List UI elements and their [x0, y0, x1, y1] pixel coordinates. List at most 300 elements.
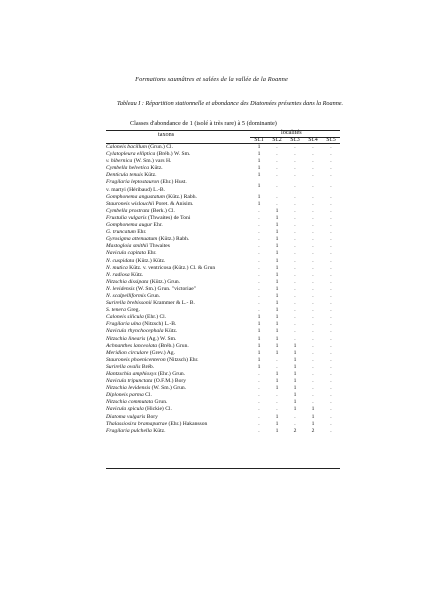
taxon-name	[106, 250, 256, 257]
abundance-cell-st5: .	[330, 427, 332, 434]
taxon-author: Cl.	[143, 392, 152, 399]
abundance-cell-st3: .	[294, 300, 296, 307]
taxon-name	[106, 272, 256, 279]
abundance-cell-st3: .	[294, 285, 296, 292]
taxon-species: Nitzschia linearis	[106, 335, 146, 342]
abundance-cell-st1: 1	[257, 182, 261, 189]
table-row	[0, 414, 423, 421]
taxon-species: Surirella brebissonii	[106, 300, 152, 307]
taxon-species: Nitzschia dissipata	[106, 278, 149, 285]
abundance-cell-st2: .	[276, 363, 278, 370]
table-row	[0, 165, 423, 172]
abundance-cell-st5: .	[330, 271, 332, 278]
taxon-name	[106, 421, 256, 428]
abundance-cell-st4: .	[312, 363, 314, 370]
abundance-cell-st4: .	[312, 158, 314, 165]
table-row	[0, 336, 423, 343]
taxon-species: Navicula tripunctata	[106, 378, 153, 385]
abundance-cell-st2: 1	[275, 349, 279, 356]
abundance-cell-st4: .	[312, 236, 314, 243]
taxon-line	[106, 279, 180, 285]
abundance-cell-st3: .	[294, 335, 296, 342]
taxon-name	[106, 215, 256, 222]
taxon-author: Kütz.	[151, 427, 166, 434]
taxon-line	[106, 250, 157, 256]
abundance-cell-st3: 2	[293, 427, 297, 434]
taxon-name	[106, 300, 256, 307]
taxon-name	[106, 428, 256, 435]
abundance-cell-st5: .	[330, 285, 332, 292]
table-row	[0, 158, 423, 165]
taxon-name	[106, 364, 256, 371]
taxon-line	[106, 222, 163, 228]
taxon-line	[106, 165, 163, 171]
abundance-cell-st2: 1	[275, 328, 279, 335]
taxon-author: (Nitzsch) L.-B.	[140, 321, 177, 328]
taxa-column-header: taxons	[158, 131, 175, 138]
abundance-cell-st1: .	[258, 236, 260, 243]
taxon-author: (Kütz.) Grun.	[148, 278, 181, 285]
taxon-line	[106, 258, 165, 264]
abundance-cell-st2: 1	[275, 335, 279, 342]
taxon-author: (Grun.) Cl.	[146, 144, 173, 150]
abundance-cell-st3: 1	[293, 342, 297, 349]
abundance-cell-st1: .	[258, 271, 260, 278]
table-row	[0, 314, 423, 321]
taxon-species: Frustulia vulgaris	[106, 214, 147, 221]
abundance-cell-st5: .	[330, 172, 332, 179]
abundance-cell-st1: 1	[257, 200, 261, 207]
abundance-cell-st2: .	[276, 144, 278, 150]
abundance-cell-st2: 1	[275, 271, 279, 278]
abundance-cell-st3: .	[294, 182, 296, 189]
abundance-cell-st4: .	[312, 207, 314, 214]
abundance-cell-st1: 1	[257, 144, 261, 150]
abundance-cell-st5: .	[330, 193, 332, 200]
abundance-cell-st3: .	[294, 165, 296, 172]
abundance-cell-st3: .	[294, 158, 296, 165]
taxon-author: (Kütz.) Kütz.	[134, 257, 166, 264]
abundance-cell-st2: 1	[275, 342, 279, 349]
table-caption: Tableau I : Répartition stationnelle et abondance des Diatomées présentes dans la Roanne.	[117, 100, 344, 107]
abundance-cell-st1: .	[258, 214, 260, 221]
table-row	[0, 208, 423, 215]
taxon-line	[106, 215, 190, 221]
taxon-species: S. tenera	[106, 307, 126, 314]
abundance-cell-st1: .	[258, 222, 260, 229]
table-row	[0, 265, 423, 272]
abundance-cell-st4: .	[312, 222, 314, 229]
abundance-cell-st2: 1	[275, 243, 279, 250]
station-header-5: St.5	[326, 137, 336, 143]
station-header-4: St.4	[308, 137, 318, 143]
abundance-cell-st1: .	[258, 250, 260, 257]
taxon-author: (Bréb.) Grun.	[157, 342, 189, 349]
taxon-species: Navicula capitata	[106, 250, 146, 257]
abundance-cell-st2: 1	[275, 214, 279, 221]
taxon-species: Hantzschia amphioxys	[106, 371, 157, 377]
abundance-cell-st5: .	[330, 292, 332, 299]
taxon-author: (Ehr.) Hakansson	[167, 420, 208, 427]
abundance-cell-st2: .	[276, 151, 278, 158]
taxon-species: N. radiosa	[106, 271, 130, 278]
taxon-name	[106, 222, 256, 229]
abundance-cell-st5: .	[330, 349, 332, 356]
table-row	[0, 293, 423, 300]
abundance-cell-st3: 1	[293, 392, 297, 399]
taxon-author: Kütz.	[129, 271, 144, 278]
abundance-cell-st3: 1	[293, 399, 297, 406]
taxon-species: Caloneis bacillum	[106, 144, 147, 150]
abundance-cell-st4: 2	[311, 427, 315, 434]
taxon-species: Diploneis parma	[106, 392, 144, 399]
table-row	[0, 172, 423, 179]
abundance-cell-st1: 1	[257, 165, 261, 172]
abundance-cell-st1: .	[258, 278, 260, 285]
abundance-cell-st3: .	[294, 420, 296, 427]
taxon-author: (Berk.) Cl.	[149, 207, 175, 214]
abundance-cell-st5: .	[330, 378, 332, 385]
abundance-cell-st2: 1	[275, 236, 279, 243]
taxon-author: Krammer & L.- B.	[151, 300, 195, 307]
abundance-cell-st4: .	[312, 229, 314, 236]
taxon-author: (Ehr.) Grun.	[156, 371, 186, 377]
table-row	[0, 399, 423, 406]
abundance-cell-st5: .	[330, 335, 332, 342]
abundance-cell-st3: .	[294, 172, 296, 179]
taxon-name	[106, 208, 256, 215]
abundance-cell-st3: .	[294, 243, 296, 250]
abundance-cell-st3: .	[294, 257, 296, 264]
taxon-author: Kütz.	[163, 328, 178, 335]
abundance-cell-st4: .	[312, 328, 314, 335]
abundance-cell-st5: .	[330, 342, 332, 349]
abundance-cell-st4: .	[312, 214, 314, 221]
abundance-cell-st2: 1	[275, 321, 279, 328]
abundance-cell-st2: 1	[275, 420, 279, 427]
taxon-line	[106, 350, 175, 356]
taxon-species: v. hibernica	[106, 158, 133, 165]
taxon-name	[106, 414, 256, 421]
taxon-species: Navicula rhynchocephala	[106, 328, 164, 335]
abundance-cell-st4: .	[312, 342, 314, 349]
abundance-cell-st3: .	[294, 271, 296, 278]
table-row	[0, 229, 423, 236]
abundance-cell-st2: .	[276, 182, 278, 189]
abundance-cell-st4: .	[312, 335, 314, 342]
abundance-cell-st5: .	[330, 264, 332, 271]
abundance-cell-st1: .	[258, 257, 260, 264]
abundance-cell-st4: .	[312, 271, 314, 278]
taxon-line	[106, 421, 207, 427]
abundance-cell-st4: .	[312, 151, 314, 158]
taxon-author: Kütz.	[149, 165, 163, 172]
taxon-species: Fragilaria ulna	[106, 321, 141, 328]
taxon-line	[106, 300, 195, 306]
abundance-cell-st1: 1	[257, 356, 261, 363]
table-row	[0, 201, 423, 208]
table-row	[0, 151, 423, 158]
abundance-cell-st1: .	[258, 420, 260, 427]
abundance-cell-st1: .	[258, 229, 260, 236]
abundance-cell-st5: .	[330, 165, 332, 172]
taxon-line	[106, 328, 177, 334]
abundance-cell-st1: .	[258, 207, 260, 214]
abundance-cell-st5: .	[330, 328, 332, 335]
abundance-cell-st5: .	[330, 392, 332, 399]
abundance-cell-st3: .	[294, 314, 296, 321]
table-row	[0, 258, 423, 265]
abundance-cell-st3: 1	[293, 356, 297, 363]
abundance-cell-st4: .	[312, 278, 314, 285]
taxon-name	[106, 279, 256, 286]
taxon-line	[106, 385, 186, 391]
abundance-cell-st2: .	[276, 158, 278, 165]
taxon-line	[106, 399, 167, 405]
table-row	[0, 385, 423, 392]
abundance-cell-st4: .	[312, 399, 314, 406]
taxon-line	[106, 265, 215, 271]
abundance-cell-st2: 1	[275, 427, 279, 434]
abundance-cell-st4: .	[312, 193, 314, 200]
station-header-1: St.1	[254, 137, 264, 143]
abundance-cell-st1: .	[258, 392, 260, 399]
abundance-cell-st4: .	[312, 292, 314, 299]
taxon-author: Kütz.	[142, 172, 157, 179]
taxon-name	[106, 406, 256, 413]
abundance-cell-st5: .	[330, 356, 332, 363]
abundance-cell-st2: 1	[275, 300, 279, 307]
abundance-cell-st2: .	[276, 356, 278, 363]
taxon-name	[106, 357, 256, 364]
abundance-cell-st2: .	[276, 172, 278, 179]
table-row	[0, 307, 423, 314]
taxon-name	[106, 179, 256, 193]
abundance-cell-st2: 1	[275, 314, 279, 321]
taxon-species: N. cuspidata	[106, 257, 135, 264]
table-row	[0, 215, 423, 222]
abundance-cell-st3: 1	[293, 371, 297, 377]
abundance-cell-st4: .	[312, 264, 314, 271]
table-row	[0, 144, 423, 151]
table-row	[0, 371, 423, 378]
abundance-cell-st5: .	[330, 307, 332, 314]
table-row	[0, 364, 423, 371]
taxon-species: Caloneis silicula	[106, 314, 144, 321]
table-body	[0, 144, 423, 435]
abundance-cell-st4: .	[312, 371, 314, 377]
station-header-2: St.2	[272, 137, 282, 143]
table-row	[0, 421, 423, 428]
abundance-cell-st4: .	[312, 172, 314, 179]
abundance-cell-st4: .	[312, 392, 314, 399]
abundance-cell-st2: .	[276, 193, 278, 200]
table-row	[0, 236, 423, 243]
table-bottom-rule	[106, 468, 340, 469]
taxon-author: Grun.	[145, 292, 161, 299]
abundance-cell-st1: 1	[257, 335, 261, 342]
abundance-cell-st5: .	[330, 363, 332, 370]
taxon-species: Nitzschia levidensis	[106, 385, 151, 392]
taxon-species: Fragilaria pulchella	[106, 427, 152, 434]
abundance-cell-st2: 1	[275, 292, 279, 299]
taxon-name	[106, 258, 256, 265]
abundance-cell-st3: .	[294, 144, 296, 150]
abundance-cell-st4: 1	[311, 420, 315, 427]
abundance-cell-st1: .	[258, 307, 260, 314]
taxon-line	[106, 371, 185, 377]
abundance-cell-st2: .	[276, 399, 278, 406]
taxon-line	[106, 364, 154, 370]
abundance-cell-st1: .	[258, 264, 260, 271]
abundance-cell-st3: 1	[293, 349, 297, 356]
abundance-cell-st1: 1	[257, 328, 261, 335]
taxon-author: (W. Sm.) Grun. "victoriae"	[134, 285, 196, 292]
abundance-cell-st5: .	[330, 250, 332, 257]
taxon-species: Navicula spicula	[106, 406, 144, 413]
abundance-cell-st2: 1	[275, 285, 279, 292]
taxon-name	[106, 336, 256, 343]
abundance-cell-st1: 1	[257, 349, 261, 356]
abundance-cell-st4: .	[312, 165, 314, 172]
abundance-cell-st3: 1	[293, 406, 297, 413]
taxon-author: Bréb.	[140, 363, 155, 370]
abundance-cell-st4: .	[312, 356, 314, 363]
abundance-cell-st3: .	[294, 214, 296, 221]
abundance-cell-st3: .	[294, 207, 296, 214]
taxon-variety-line: v. martyi (Héribaud) L.-B.	[106, 186, 165, 193]
taxon-name	[106, 321, 256, 328]
taxon-line	[106, 208, 175, 214]
abundance-cell-st3: .	[294, 229, 296, 236]
abundance-cell-st4: .	[312, 182, 314, 189]
taxon-line	[106, 229, 146, 235]
taxon-line	[106, 151, 190, 157]
taxon-line	[106, 314, 166, 320]
table-row	[0, 428, 423, 435]
taxon-line	[106, 179, 187, 185]
taxon-author: (Hickie) Cl.	[143, 406, 172, 413]
abundance-cell-st5: .	[330, 236, 332, 243]
abundance-cell-st1: .	[258, 427, 260, 434]
taxon-author: (W. Sm.) vars H.	[132, 158, 172, 165]
abundance-cell-st5: .	[330, 207, 332, 214]
taxon-species: Gomphonema augur	[106, 222, 153, 229]
abundance-cell-st4: .	[312, 285, 314, 292]
taxon-author: Thwaites	[148, 243, 170, 250]
abundance-cell-st1: 1	[257, 151, 261, 158]
taxon-species: Thalassiosira bramaputrae	[106, 420, 168, 427]
taxon-author: (Thwaites) de Toni	[146, 214, 191, 221]
table-row	[0, 328, 423, 335]
taxon-line	[106, 144, 173, 150]
table-row	[0, 406, 423, 413]
abundance-cell-st2: .	[276, 392, 278, 399]
taxon-species: Meridion circulare	[106, 349, 149, 356]
abundance-cell-st1: .	[258, 243, 260, 250]
abundance-cell-st2: 1	[275, 229, 279, 236]
taxon-author: Greg.	[125, 307, 140, 314]
abundance-cell-st1: 1	[257, 342, 261, 349]
abundance-cell-st3: .	[294, 222, 296, 229]
taxon-line	[106, 378, 186, 384]
abundance-cell-st2: 1	[275, 378, 279, 385]
abundance-cell-st5: .	[330, 406, 332, 413]
abundance-cell-st1: .	[258, 385, 260, 392]
taxon-line	[106, 236, 189, 242]
abundance-cell-st1: 1	[257, 193, 261, 200]
table-row	[0, 350, 423, 357]
abundance-cell-st1: .	[258, 406, 260, 413]
abundance-cell-st5: .	[330, 385, 332, 392]
taxon-species: Achnanthes lanceolata	[106, 342, 158, 349]
abundance-cell-st3: 1	[293, 363, 297, 370]
taxon-line	[106, 392, 152, 398]
abundance-cell-st4: 1	[311, 406, 315, 413]
abundance-cell-st5: .	[330, 243, 332, 250]
table-row	[0, 392, 423, 399]
abundance-cell-st5: .	[330, 314, 332, 321]
running-head: Formations saumâtres et salées de la vallée de la Roanne	[135, 76, 288, 83]
abundance-cell-st1: .	[258, 285, 260, 292]
table-row	[0, 243, 423, 250]
abundance-cell-st5: .	[330, 214, 332, 221]
taxon-line	[106, 293, 160, 299]
abundance-cell-st5: .	[330, 222, 332, 229]
abundance-cell-st1: 1	[257, 172, 261, 179]
abundance-cell-st2: .	[276, 406, 278, 413]
taxon-name	[106, 158, 256, 165]
abundance-cell-st5: .	[330, 229, 332, 236]
abundance-cell-st4: .	[312, 349, 314, 356]
taxon-line	[106, 343, 189, 349]
taxon-species: Gyrosigma attenuatum	[106, 236, 158, 243]
taxon-author: Bory	[145, 413, 158, 420]
abundance-cell-st3: .	[294, 307, 296, 314]
taxon-author: (Ehr.) Cl.	[143, 314, 167, 321]
abundance-cell-st4: .	[312, 321, 314, 328]
taxon-author: (Kütz.) Rabh.	[157, 236, 190, 243]
taxon-name	[106, 236, 256, 243]
abundance-cell-st3: .	[294, 200, 296, 207]
abundance-cell-st3: .	[294, 151, 296, 158]
abundance-cell-st5: .	[330, 158, 332, 165]
abundance-cell-st4: 1	[311, 413, 315, 420]
abundance-cell-st4: .	[312, 307, 314, 314]
abundance-cell-st3: .	[294, 193, 296, 200]
taxon-line	[106, 414, 158, 420]
abundance-cell-st2: 1	[275, 257, 279, 264]
abundance-cell-st3: .	[294, 328, 296, 335]
table-row	[0, 279, 423, 286]
taxon-author: Grun.	[153, 399, 168, 406]
abundance-cell-st4: .	[312, 314, 314, 321]
taxon-line	[106, 172, 157, 178]
abundance-cell-st4: .	[312, 144, 314, 150]
taxon-species: Mastogloia smithii	[106, 243, 149, 250]
taxon-line	[106, 357, 199, 363]
abundance-cell-st1: .	[258, 300, 260, 307]
abundance-cell-st1: 1	[257, 314, 261, 321]
abundance-cell-st5: .	[330, 182, 332, 189]
abundance-cell-st3: .	[294, 250, 296, 257]
abundance-cell-st5: .	[330, 200, 332, 207]
table-row	[0, 378, 423, 385]
table-title: Classes d'abondance de 1 (isolé à très rare) à 5 (dominante)	[130, 120, 277, 127]
table-row	[0, 321, 423, 328]
abundance-cell-st2: 1	[275, 385, 279, 392]
taxon-name	[106, 201, 256, 208]
